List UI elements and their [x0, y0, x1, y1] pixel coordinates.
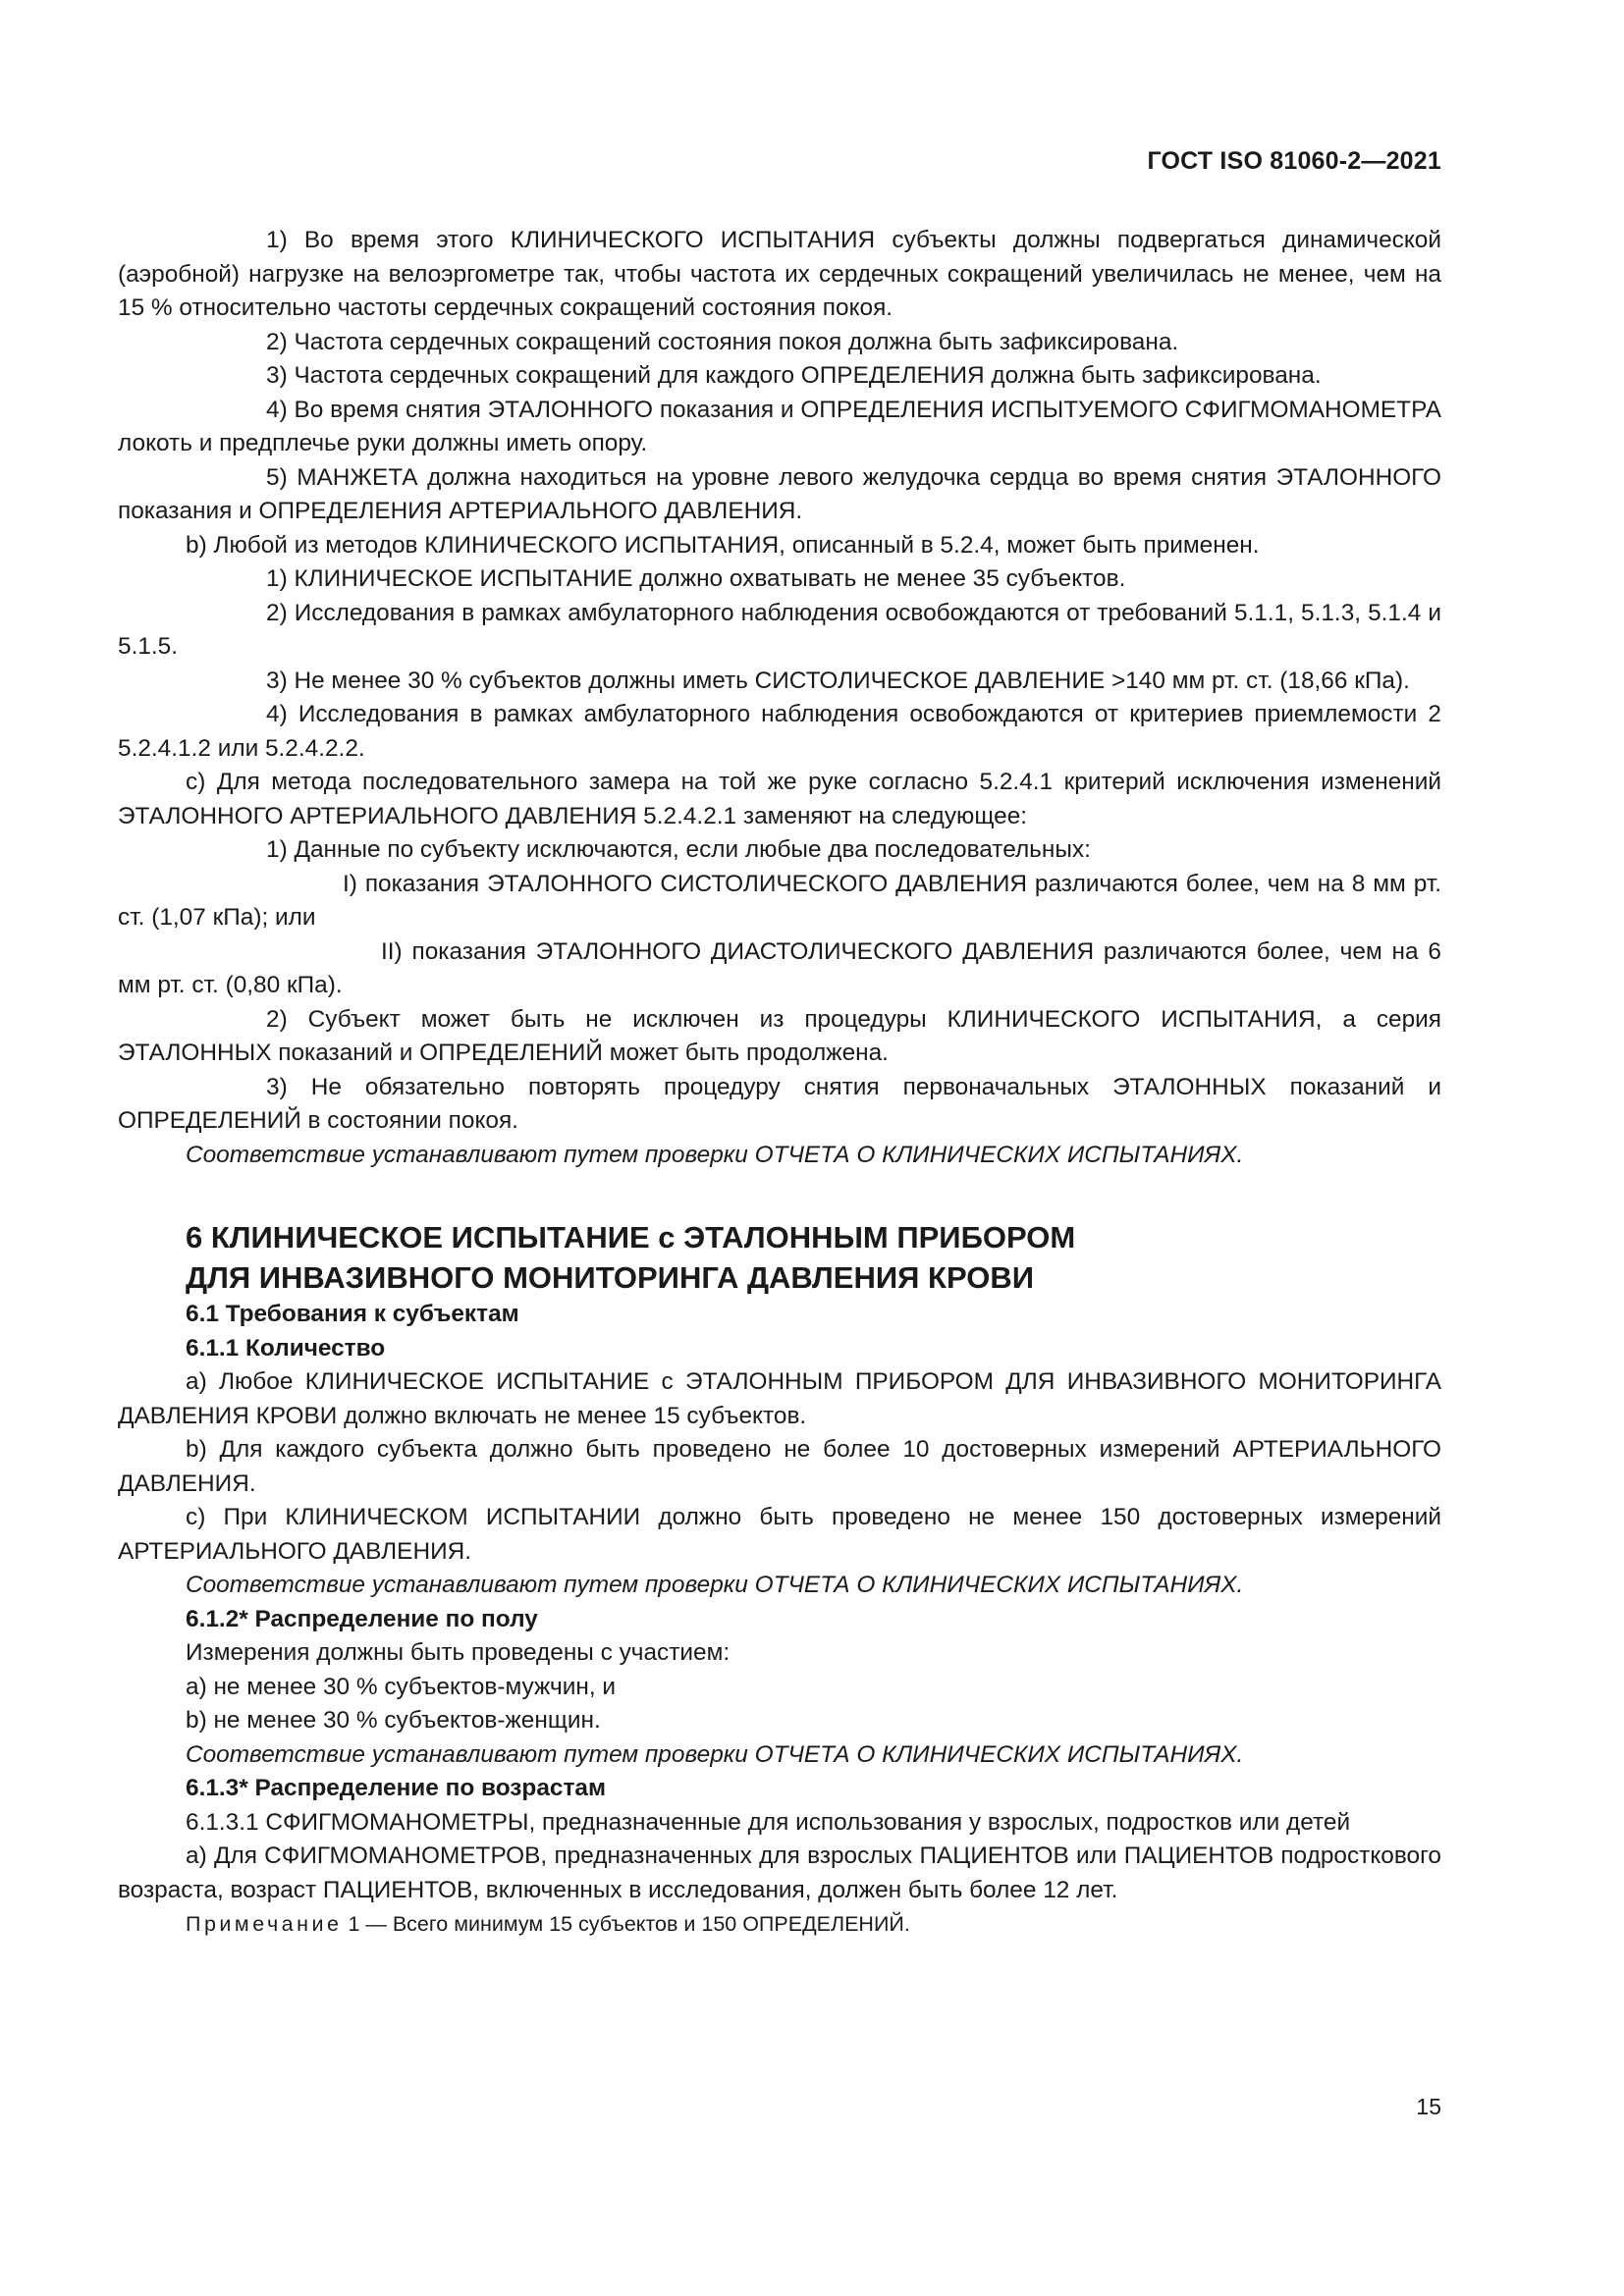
list-item: a) Любое КЛИНИЧЕСКОЕ ИСПЫТАНИЕ с ЭТАЛОННЫМ ПРИБОРОМ ДЛЯ ИНВАЗИВНОГО МОНИТОРИНГА ДАВЛЕНИЯ КРОВИ должно включать не менее 15 субъектов. [118, 1368, 1441, 1429]
subsection-6-1-heading: 6.1 Требования к субъектам [186, 1301, 519, 1327]
subsection-6-1-1-heading: 6.1.1 Количество [186, 1334, 386, 1362]
paragraph: Измерения должны быть проведены с участием: [186, 1639, 731, 1666]
note-label: Примечание [186, 1912, 343, 1936]
subsection-6-1-3-heading: 6.1.3* Распределение по возрастам [186, 1775, 607, 1801]
list-item: a) Для СФИГМОМАНОМЕТРОВ, предназначенных для взрослых ПАЦИЕНТОВ или ПАЦИЕНТОВ подросткового возраста, возраст ПАЦИЕНТОВ, включенных в исследования, должен быть более 12 лет. [118, 1842, 1441, 1903]
list-item: II) показания ЭТАЛОННОГО ДИАСТОЛИЧЕСКОГО ДАВЛЕНИЯ различаются более, чем на 6 мм рт. ст. (0,80 кПа). [118, 937, 1441, 998]
list-item: c) Для метода последовательного замера на той же руке согласно 5.2.4.1 критерий исключения изменений ЭТАЛОННОГО АРТЕРИАЛЬНОГО ДАВЛЕНИЯ 5.2.4.2.1 заменяют на следующее: [118, 769, 1441, 829]
list-item: 2) Частота сердечных сокращений состояния покоя должна быть зафиксирована. [266, 328, 1179, 355]
list-item: 2) Исследования в рамках амбулаторного наблюдения освобождаются от требований 5.1.1, 5.1.3, 5.1.4 и 5.1.5. [118, 599, 1441, 660]
list-item: b) не менее 30 % субъектов-женщин. [186, 1707, 601, 1734]
section-6-heading [118, 1217, 1441, 1298]
compliance-statement: Соответствие устанавливают путем проверки ОТЧЕТА О КЛИНИЧЕСКИХ ИСПЫТАНИЯХ. [186, 1572, 1244, 1598]
list-item: 3) Не обязательно повторять процедуру снятия первоначальных ЭТАЛОННЫХ показаний и ОПРЕДЕЛЕНИЙ в состоянии покоя. [118, 1073, 1441, 1134]
list-item: 4) Исследования в рамках амбулаторного наблюдения освобождаются от критериев приемлемости 2 5.2.4.1.2 или 5.2.4.2.2. [118, 701, 1441, 762]
list-item: 1) Во время этого КЛИНИЧЕСКОГО ИСПЫТАНИЯ субъекты должны подвергаться динамической (аэробной) нагрузке на велоэргометре так, чтобы частота их сердечных сокращений увеличилась не менее, чем на 15 % относительно частоты сердечных сокращений состояния покоя. [118, 227, 1441, 321]
list-item: 1) КЛИНИЧЕСКОЕ ИСПЫТАНИЕ должно охватывать не менее 35 субъектов. [266, 565, 1126, 592]
list-item: I) показания ЭТАЛОННОГО СИСТОЛИЧЕСКОГО ДАВЛЕНИЯ различаются более, чем на 8 мм рт. ст. (1,07 кПа); или [118, 870, 1441, 931]
list-item: b) Для каждого субъекта должно быть проведено не более 10 достоверных измерений АРТЕРИАЛЬНОГО ДАВЛЕНИЯ. [118, 1436, 1441, 1497]
note-text: 1 — Всего минимум 15 субъектов и 150 ОПРЕДЕЛЕНИЙ. [348, 1912, 910, 1936]
compliance-statement: Соответствие устанавливают путем проверки ОТЧЕТА О КЛИНИЧЕСКИХ ИСПЫТАНИЯХ. [186, 1141, 1244, 1168]
paragraph: 6.1.3.1 СФИГМОМАНОМЕТРЫ, предназначенные для использования у взрослых, подростков или детей [186, 1808, 1351, 1836]
subsection-6-1-2-heading: 6.1.2* Распределение по полу [186, 1605, 538, 1632]
list-item: 1) Данные по субъекту исключаются, если любые два последовательных: [266, 836, 1091, 863]
list-item: b) Любой из методов КЛИНИЧЕСКОГО ИСПЫТАНИЯ, описанный в 5.2.4, может быть применен. [186, 531, 1260, 559]
section-6-title-line2: ДЛЯ ИНВАЗИВНОГО МОНИТОРИНГА ДАВЛЕНИЯ КРОВИ [186, 1260, 1035, 1295]
section-6-title-line1: 6 КЛИНИЧЕСКОЕ ИСПЫТАНИЕ с ЭТАЛОННЫМ ПРИБОРОМ [186, 1220, 1076, 1255]
note [118, 1907, 1441, 1942]
compliance-statement: Соответствие устанавливают путем проверки ОТЧЕТА О КЛИНИЧЕСКИХ ИСПЫТАНИЯХ. [186, 1740, 1244, 1768]
list-item: 3) Частота сердечных сокращений для каждого ОПРЕДЕЛЕНИЯ должна быть зафиксирована. [266, 362, 1322, 389]
list-item: 3) Не менее 30 % субъектов должны иметь СИСТОЛИЧЕСКОЕ ДАВЛЕНИЕ >140 мм рт. ст. (18,66 кПа). [266, 667, 1410, 694]
list-item: 4) Во время снятия ЭТАЛОННОГО показания и ОПРЕДЕЛЕНИЯ ИСПЫТУЕМОГО СФИГМОМАНОМЕТРА локоть и предплечье руки должны иметь опору. [118, 396, 1441, 456]
list-item: c) При КЛИНИЧЕСКОМ ИСПЫТАНИИ должно быть проведено не менее 150 достоверных измерений АРТЕРИАЛЬНОГО ДАВЛЕНИЯ. [118, 1504, 1441, 1565]
list-item: a) не менее 30 % субъектов-мужчин, и [186, 1673, 617, 1700]
document-body [118, 224, 1441, 1942]
list-item: 5) МАНЖЕТА должна находиться на уровне левого желудочка сердца во время снятия ЭТАЛОННОГО показания и ОПРЕДЕЛЕНИЯ АРТЕРИАЛЬНОГО ДАВЛЕНИЯ. [118, 463, 1441, 524]
page-number: 15 [1416, 2094, 1441, 2119]
document-id: ГОСТ ISO 81060-2—2021 [1147, 147, 1441, 175]
list-item: 2) Субъект может быть не исключен из процедуры КЛИНИЧЕСКОГО ИСПЫТАНИЯ, а серия ЭТАЛОННЫХ показаний и ОПРЕДЕЛЕНИЙ может быть продолжена. [118, 1005, 1441, 1066]
